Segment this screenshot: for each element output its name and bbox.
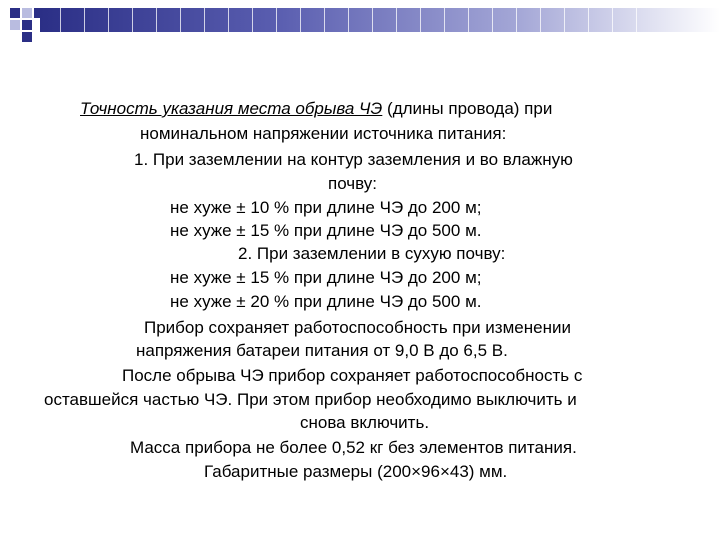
heading-rest: (длины провода) при xyxy=(382,99,553,118)
text-line: Габаритные размеры (200×96×43) мм. xyxy=(204,462,508,481)
text-line: 1. При заземлении на контур заземления и во влажную xyxy=(134,150,573,169)
text-line: напряжения батареи питания от 9,0 В до 6,5 В. xyxy=(136,341,508,360)
text-line: почву: xyxy=(328,174,378,193)
heading-underlined: Точность указания места обрыва ЧЭ xyxy=(80,99,383,118)
text-line: Прибор сохраняет работоспособность при изменении xyxy=(144,318,571,337)
text-line: Масса прибора не более 0,52 кг без элементов питания. xyxy=(130,438,577,457)
text-line: не хуже ± 20 % при длине ЧЭ до 500 м. xyxy=(170,292,482,311)
text-line: 2. При заземлении в сухую почву: xyxy=(238,244,506,263)
text-line: не хуже ± 10 % при длине ЧЭ до 200 м; xyxy=(170,198,482,217)
text-line: не хуже ± 15 % при длине ЧЭ до 200 м; xyxy=(170,268,482,287)
text-line: оставшейся частью ЧЭ. При этом прибор необходимо выключить и xyxy=(44,390,577,409)
heading-line xyxy=(80,99,552,119)
text-line: номинальном напряжении источника питания: xyxy=(140,124,507,143)
text-line: снова включить. xyxy=(300,413,430,432)
text-line: не хуже ± 15 % при длине ЧЭ до 500 м. xyxy=(170,221,482,240)
text-line: После обрыва ЧЭ прибор сохраняет работоспособность с xyxy=(122,366,583,385)
